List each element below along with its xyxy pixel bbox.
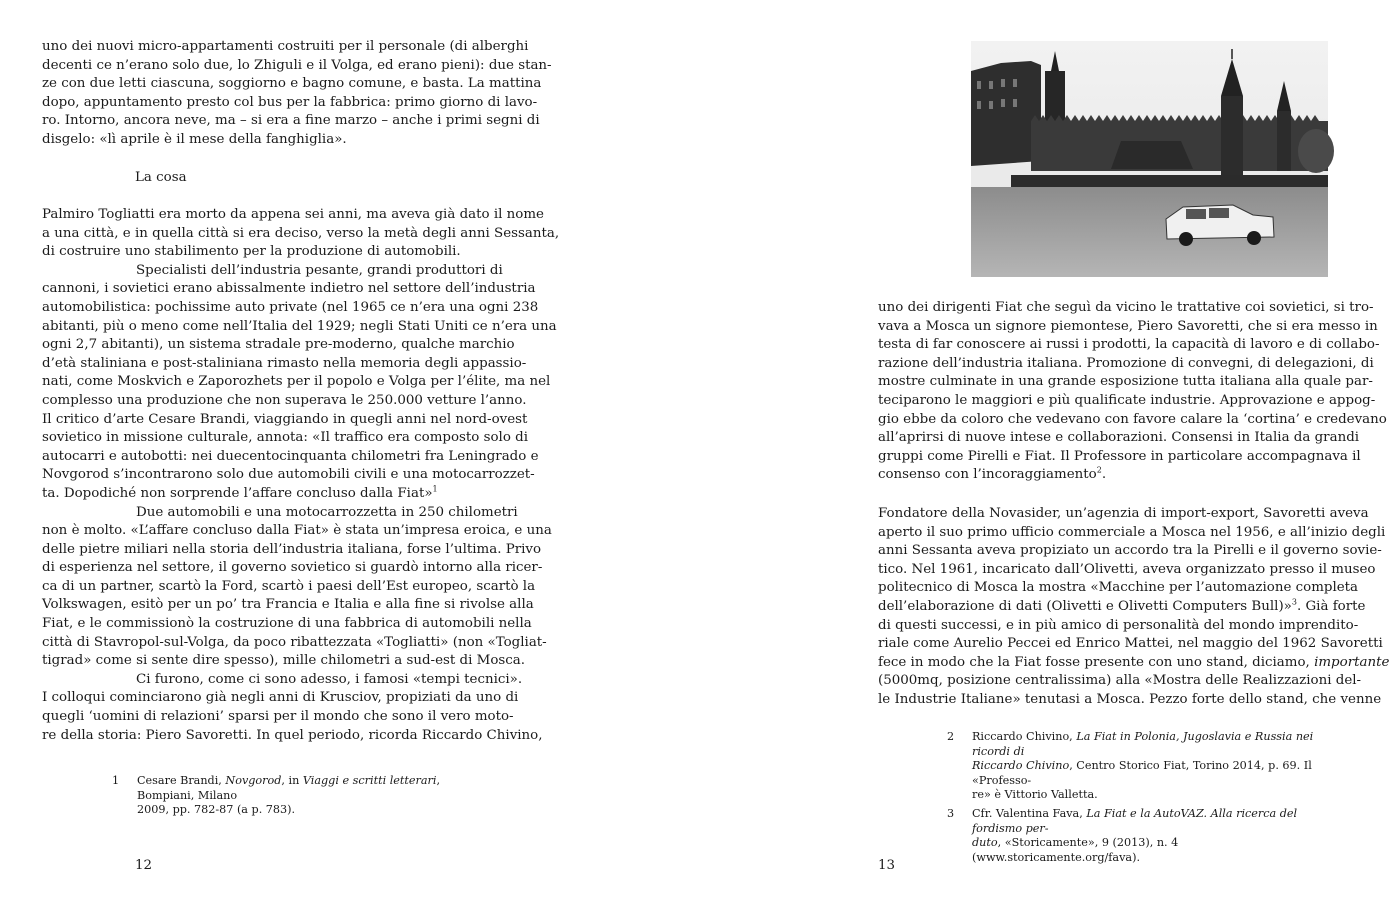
text-fragment: consenso con l’incoraggiamento [878,467,1097,483]
text-line: Volkswagen, esitò per un po’ tra Francia e Italia e alla fine si rivolse alla [42,597,534,613]
text-line: città di Stavropol-sul-Volga, da poco ribattezzata «Togliatti» (non «Togliat- [42,634,547,650]
text-line: Novgorod s’incontrarono solo due automobili civili e una motocarrozzet- [42,467,535,483]
footnote-ref[interactable]: 2 [1096,465,1102,475]
text-line: di questi successi, e in più amico di personalità del mondo imprendito- [878,617,1359,633]
footnote-text-fragment: , «Storicamente», 9 (2013), n. 4 (www.storicamente.org/fava). [972,836,1179,864]
text-line: dopo, appuntamento presto col bus per la fabbrica: primo giorno di lavo- [42,94,538,110]
text-line: consenso con l’incoraggiamento$^2$. [878,465,1107,483]
text-line: testa di far conoscere ai russi i prodotti, la capacità di lavoro e di collabo- [878,337,1380,353]
text-line: re della storia: Piero Savoretti. In quel periodo, ricorda Riccardo Chivino, [42,727,543,743]
text-line: quegli ‘uomini di relazioni’ sparsi per il mondo che sono il vero moto- [42,709,514,725]
text-line: Ci furono, come ci sono adesso, i famosi «tempi tecnici». [136,671,523,687]
text-line: aperto il suo primo ufficio commerciale a Mosca nel 1956, e all’inizio degli [878,524,1386,540]
text-line: decenti ce n’erano solo due, lo Zhiguli e il Volga, ed erano pieni): due stan- [42,57,552,73]
text-line: all’aprirsi di nuove intese e collaborazioni. Consensi in Italia da grandi [878,430,1360,446]
photo-image [971,41,1328,277]
body-text [878,505,1389,710]
text-line: Fiat, e le commissionò la costruzione di una fabbrica di automobili nella [42,616,532,632]
text-line: I colloqui cominciarono già negli anni di Krusciov, propiziati da uno di [42,690,519,706]
text-line: (5000mq, posizione centralissima) alla «Mostra delle Realizzazioni del- [878,673,1362,689]
text-line: delle pietre miliari nella storia dell’industria italiana, forse l’ultima. Privo [42,541,542,557]
text-fragment: ta. Dopodiché non sorprende l’affare concluso dalla Fiat» [42,485,433,501]
text-line: d’età staliniana e post-staliniana rimasto nella memoria degli appassio- [42,355,527,371]
footnote-ref[interactable]: 3 [1291,597,1297,607]
text-line: le Industrie Italiane» tenutasi a Mosca. Pezzo forte dello stand, che venne [878,691,1382,707]
text-line [878,654,1389,673]
right-page [684,0,1389,912]
text-line: tigrad» come si sente dire spesso), mille chilometri a sud-est di Mosca. [42,653,526,669]
section-heading: La cosa [135,170,187,185]
footnote-title: duto [972,836,998,850]
text-line: gruppi come Pirelli e Fiat. Il Professore in particolare accompagnava il [878,448,1361,464]
text-line: cannoni, i sovietici erano abissalmente indietro nel settore dell’industria [42,281,536,297]
page-number: 13 [878,858,896,873]
text-line: Fondatore della Novasider, un’agenzia di import-export, Savoretti aveva [878,506,1369,521]
footnotes [112,774,492,822]
footnote-ref[interactable]: 1 [432,484,438,494]
text-line: anni Sessanta aveva propiziato un accordo tra la Pirelli e il governo sovie- [878,543,1382,559]
text-line: di esperienza nel settore, il governo sovietico si guardò intorno alla ricer- [42,560,543,576]
footnote-title: La Fiat in Polonia, Jugoslavia e Russia nei ricordi di [972,730,1314,758]
text-line: gio ebbe da coloro che vedevano con favore calare la ‘cortina’ e credevano [878,411,1387,427]
footnote-text-fragment: , Bompiani, Milano [137,774,441,802]
text-line: teciparono le maggiori e più qualificate industrie. Approvazione e appog- [878,392,1376,408]
body-text [878,299,1387,485]
text-line: complesso una produzione che non superava le 250.000 vetture l’anno. [42,392,527,408]
text-line: a una città, e in quella città si era deciso, verso la metà degli anni Sessanta, [42,225,560,241]
text-line: politecnico di Mosca la mostra «Macchine per l’automazione completa [878,580,1359,596]
footnote-title: Riccardo Chivino [972,759,1070,773]
text-line: ro. Intorno, ancora neve, ma – si era a fine marzo – anche i primi segni di [42,113,540,129]
text-fragment: fece in modo che la Fiat fosse presente con uno stand, diciamo, [878,654,1315,670]
text-line: riale come Aurelio Peccei ed Enrico Mattei, nel maggio del 1962 Savoretti [878,636,1383,652]
text-line: vava a Mosca un signore piemontese, Piero Savoretti, che si era messo in [878,318,1378,334]
footnote-text [972,730,1313,801]
text-line: mostre culminate in una grande esposizione tutta italiana alla quale par- [878,374,1373,390]
footnote [112,774,492,818]
text-line: non è molto. «L’affare concluso dalla Fiat» è stata un’impresa eroica, e una [42,523,552,539]
page-number: 12 [135,858,153,873]
footnote-text-fragment: , Centro Storico Fiat, Torino 2014, p. 69. Il «Professo- [972,759,1312,787]
text-line [42,485,492,504]
text-line: abitanti, più o meno come nell’Italia del 1929; negli Stati Uniti ce n’era una [42,318,557,334]
text-line: nati, come Moskvich e Zaporozhets per il popolo e Volga per l’élite, ma nel [42,374,551,390]
footnote-text-fragment: 2009, pp. 782-87 (a p. 783). [137,803,296,817]
text-line [878,597,1366,617]
text-line: ogni 2,7 abitanti), un sistema stradale pre-moderno, qualche marchio [42,337,515,353]
text-line: Il critico d’arte Cesare Brandi, viaggiando in quegli anni nel nord-ovest [42,411,528,427]
text-line: sovietico in missione culturale, annota: «Il traffico era composto solo di [42,430,528,446]
footnote-text-fragment: , in [281,774,303,787]
footnote-title: Novgorod [225,774,282,787]
emphasis-word: importante [1314,654,1389,670]
text-line: tico. Nel 1961, incaricato dall’Olivetti, aveva organizzato presso il museo [878,561,1376,577]
footnotes [947,730,1328,869]
text-line: Palmiro Togliatti era morto da appena sei anni, ma aveva già dato il nome [42,207,544,222]
left-page [0,0,684,912]
footnote-text [972,807,1297,864]
footnote-text [137,774,440,816]
text-fragment: . Già forte [1296,598,1366,614]
text-line: Specialisti dell’industria pesante, grandi produttori di [136,262,503,278]
footnote-author: Riccardo Chivino, [972,730,1077,743]
text-line: uno dei dirigenti Fiat che seguì da vicino le trattative coi sovietici, si tro- [878,300,1374,315]
footnote-title: La Fiat e la AutoVAZ. Alla ricerca del fordismo per- [972,806,1298,835]
footnote-author: Cesare Brandi, [137,774,226,787]
footnote-author: Cfr. Valentina Fava, [972,806,1087,820]
text-line: di costruire uno stabilimento per la produzione di automobili. [42,244,461,260]
text-line: autocarri e autobotti: nei duecentocinquanta chilometri fra Leningrado e [42,448,539,464]
text-line: razione dell’industria italiana. Promozione di convegni, di delegazioni, di [878,355,1374,371]
text-line: ca di un partner, scartò la Ford, scartò i paesi dell’Est europeo, scartò la [42,578,536,594]
text-line: automobilistica: pochissime auto private (nel 1965 ce n’era una ogni 238 [42,299,539,315]
text-line: ze con due letti ciascuna, soggiorno e bagno comune, e basta. La mattina [42,76,542,92]
text-line: disgelo: «lì aprile è il mese della fanghiglia». [42,131,347,147]
footnote-book: Viaggi e scritti letterari [302,774,437,787]
footnote-number: 1 [112,774,120,787]
footnote [947,807,1328,865]
red-square-photo [971,41,1328,277]
footnote-number: 2 [947,730,955,743]
text-fragment: dell’elaborazione di dati (Olivetti e Olivetti Computers Bull)» [878,598,1292,614]
text-line: uno dei nuovi micro-appartamenti costruiti per il personale (di alberghi [42,39,529,54]
footnote-number: 3 [947,806,955,820]
intro-paragraph [42,38,552,150]
body-text [42,206,560,745]
text-line: Due automobili e una motocarrozzetta in 250 chilometri [136,504,518,520]
footnote [947,730,1328,803]
footnote-text-fragment: re» è Vittorio Valletta. [972,788,1098,802]
